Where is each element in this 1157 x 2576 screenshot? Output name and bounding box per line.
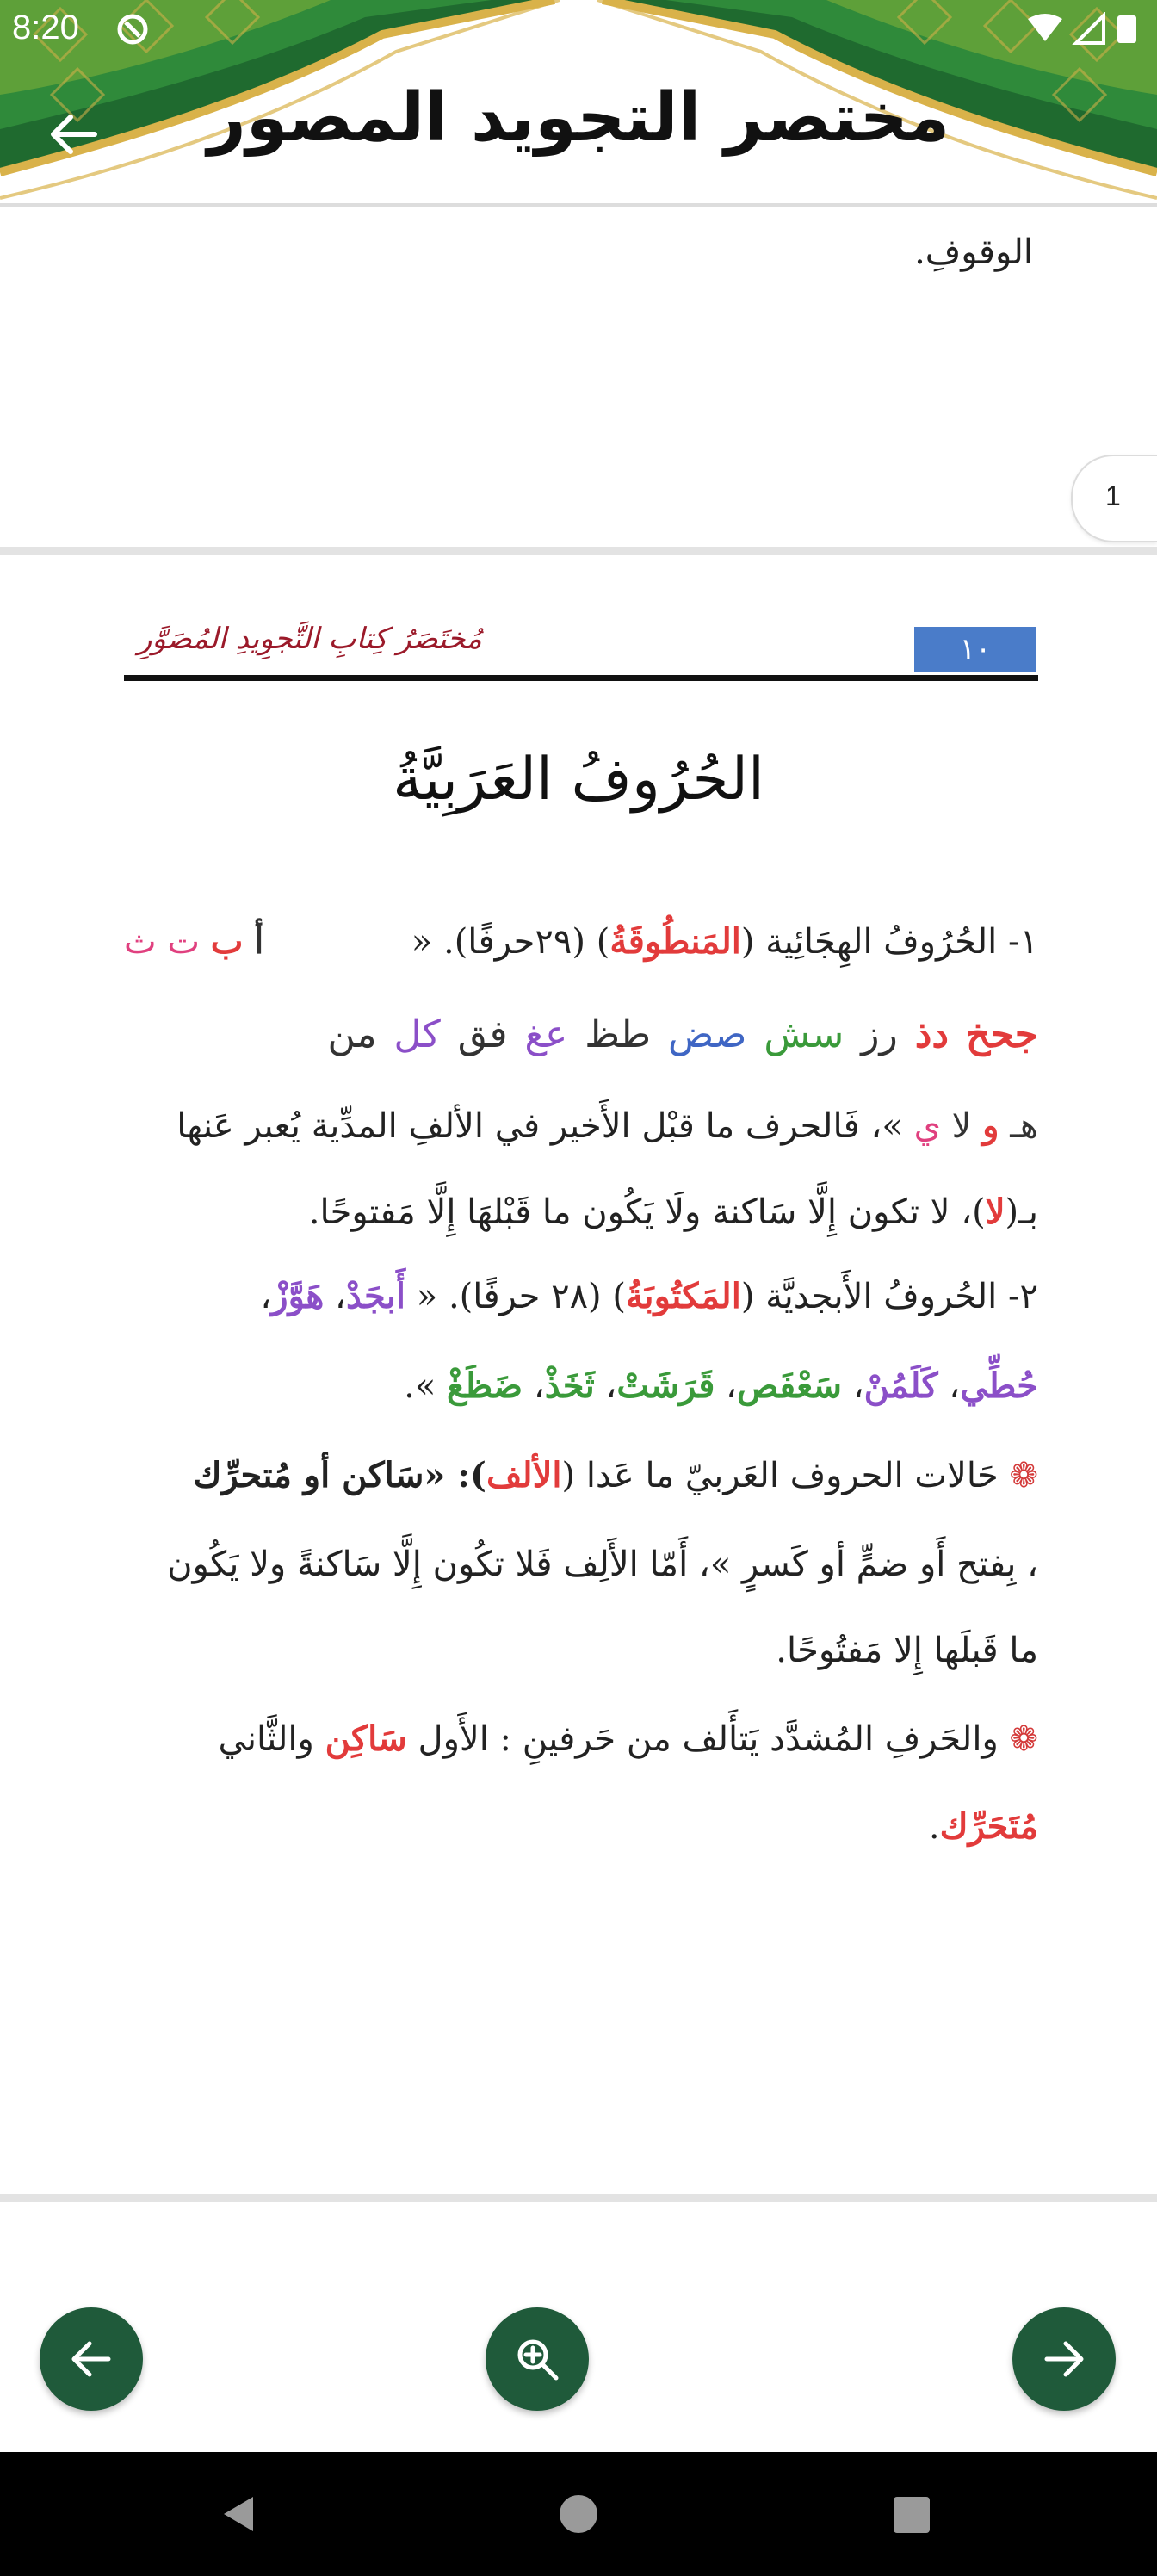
text-line-9: ما قَبلَها إِلا مَفتُوحًا. (776, 1631, 1038, 1670)
text-line-11: مُتَحَرِّك. (928, 1806, 1038, 1847)
page-divider (0, 547, 1157, 555)
status-bar (0, 0, 1157, 60)
previous-page (0, 207, 1157, 547)
zoom-in-icon (511, 2333, 563, 2385)
status-time: 8:20 (12, 9, 79, 46)
arrow-right-icon (1038, 2333, 1090, 2385)
system-home-icon[interactable] (558, 2493, 599, 2535)
text-line-10: ❁ والحَرفِ المُشدَّد يَتأَلف من حَرفينِ : الأَول سَاكِن والثَّاني (218, 1718, 1038, 1759)
header-rule (124, 675, 1038, 681)
page-indicator-number: 1 (1105, 480, 1121, 511)
text-line-4: بـ(لا)، لا تكون إِلَّا سَاكنة ولَا يَكُون ما قَبْلهَا إِلَّا مَفتوحًا. (308, 1192, 1038, 1232)
book-page-number: ١٠ (914, 627, 1036, 672)
zoom-button[interactable] (486, 2307, 589, 2411)
text-line-7: ❁ حَالات الحروف العَربيّ ما عَدا (الألف): «سَاكن أو مُتحرِّك (193, 1455, 1038, 1495)
battery-icon (1117, 15, 1136, 43)
prev-page-text: الوقوفِ. (914, 232, 1033, 272)
text-line-8: ، بِفتح أَو ضمٍّ أو كَسرٍ »، أَمّا الأَلِف فَلا تكُون إِلَّا سَاكنةً ولا يَكُون (167, 1545, 1038, 1584)
text-line-6: حُطِّي، كَلَمُنْ، سَعْفَص، قَرَشَتْ، ثَخَذْ، ضَظَغْ ». (404, 1365, 1038, 1406)
app-title: مختصر التجويد المصور (207, 79, 950, 157)
signal-icon (1076, 15, 1104, 43)
status-icons (1024, 12, 1145, 46)
next-page-button[interactable] (1012, 2307, 1116, 2411)
system-recents-icon[interactable] (892, 2495, 931, 2535)
page-divider-bottom (0, 2194, 1157, 2202)
sync-icon (115, 12, 150, 46)
previous-page-button[interactable] (40, 2307, 143, 2411)
chapter-title: الحُرُوفُ العَرَبِيَّةُ (393, 746, 764, 814)
arrow-left-icon (65, 2333, 117, 2385)
system-back-icon[interactable] (219, 2493, 260, 2535)
wifi-icon (1028, 14, 1062, 41)
page-indicator[interactable] (1071, 455, 1157, 542)
system-navigation-bar (0, 2452, 1157, 2576)
text-line-3: هـ و لا ي »، فَالحرف ما قبْل الأَخير في الألفِ المدِّية يُعبر عَنها (176, 1105, 1038, 1146)
book-page (0, 558, 1157, 2194)
text-line-2: جحخ دذ رز سش صض طظ عغ فق كل من (327, 1012, 1038, 1056)
running-head: مُختَصَرُ كِتابِ التَّجوِيدِ المُصَوَّرِ (138, 622, 482, 656)
text-line-1: ١- الحُرُوفُ الهِجَائِية (المَنطُوقَةُ) (٢٩حرفًا). « أ ب ت ث (124, 921, 1038, 962)
text-line-5: ٢- الحُروفُ الأَبجديَّة (المَكتُوبَةُ) (٢٨ حرفًا). « أَبجَدْ، هَوَّزْ، (260, 1276, 1038, 1316)
